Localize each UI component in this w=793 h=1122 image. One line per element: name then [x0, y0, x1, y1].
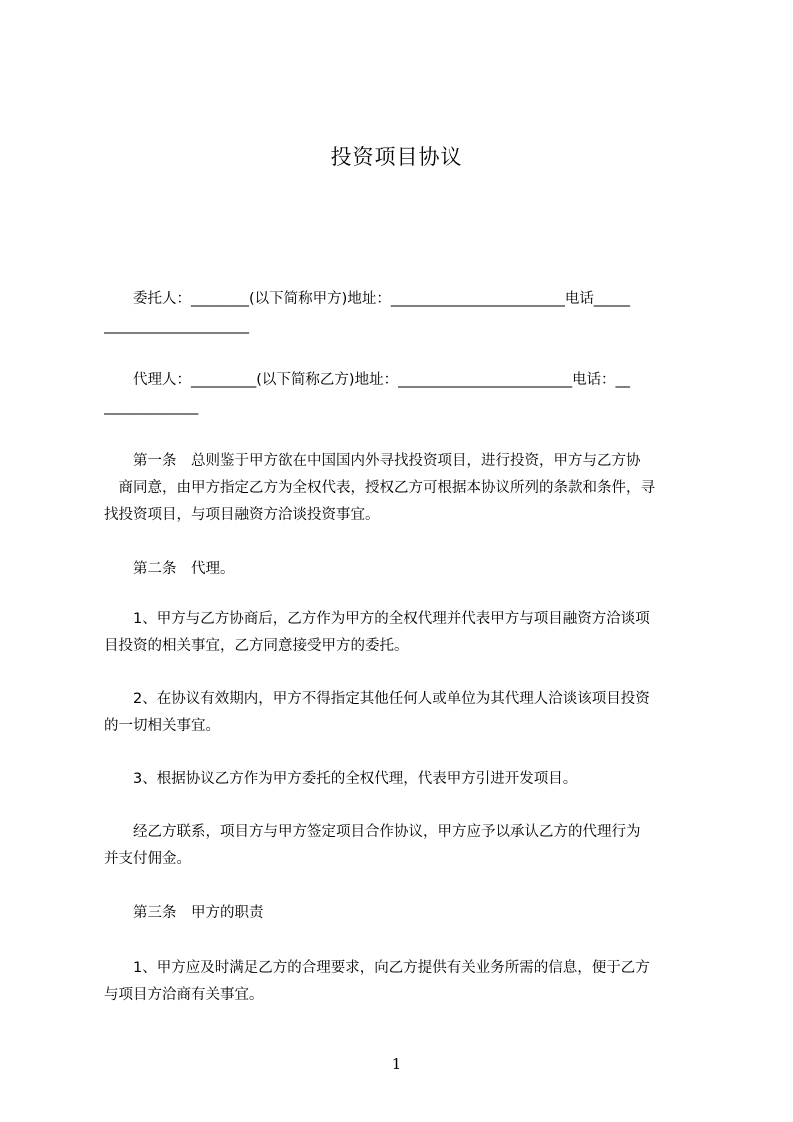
text-line: 1、甲方与乙方协商后，乙方作为甲方的全权代理并代表甲方与项目融资方洽谈项 — [104, 611, 650, 627]
heading-article-3 — [104, 900, 706, 927]
paragraph-article-2-item-2 — [104, 686, 706, 740]
paragraph-article-2-commission — [104, 819, 706, 873]
text-line: 代理人：_________(以下简称乙方)地址：________________________电话：__ — [104, 372, 631, 388]
paragraph-agent — [104, 367, 706, 421]
text-line: 委托人：________(以下简称甲方)地址：________________________电话_____ — [104, 291, 631, 307]
text-line: ____________________ — [104, 318, 249, 334]
paragraph-article-2-item-1 — [104, 606, 706, 660]
paragraph-principal — [104, 286, 706, 340]
paragraph-article-2-item-3 — [104, 766, 706, 793]
text-line: 商同意，由甲方指定乙方为全权代表，授权乙方可根据本协议所列的条款和条件，寻 — [104, 480, 655, 496]
text-line: 与项目方洽商有关事宜。 — [104, 987, 264, 1003]
paragraph-article-1 — [104, 448, 706, 529]
text-line: 2、在协议有效期内，甲方不得指定其他任何人或单位为其代理人洽谈该项目投资 — [104, 691, 650, 707]
text-line: 第三条 甲方的职责 — [104, 905, 264, 921]
text-line: 目投资的相关事宜，乙方同意接受甲方的委托。 — [104, 638, 409, 654]
text-line: _____________ — [104, 399, 199, 415]
text-line: 第二条 代理。 — [104, 561, 235, 577]
heading-article-2 — [104, 556, 706, 583]
paragraph-article-3-item-1 — [104, 955, 706, 1009]
text-line: 第一条 总则鉴于甲方欲在中国国内外寻找投资项目，进行投资，甲方与乙方协 — [104, 453, 641, 469]
page-number: 1 — [391, 1055, 402, 1073]
text-line: 的一切相关事宜。 — [104, 718, 220, 734]
text-line: 并支付佣金。 — [104, 851, 191, 867]
text-line: 1、甲方应及时满足乙方的合理要求，向乙方提供有关业务所需的信息，便于乙方 — [104, 960, 650, 976]
text-line: 找投资项目，与项目融资方洽谈投资事宜。 — [104, 507, 380, 523]
text-line: 3、根据协议乙方作为甲方委托的全权代理，代表甲方引进开发项目。 — [104, 771, 578, 787]
page-title: 投资项目协议 — [330, 145, 463, 169]
text-line: 经乙方联系，项目方与甲方签定项目合作协议，甲方应予以承认乙方的代理行为 — [104, 824, 641, 840]
